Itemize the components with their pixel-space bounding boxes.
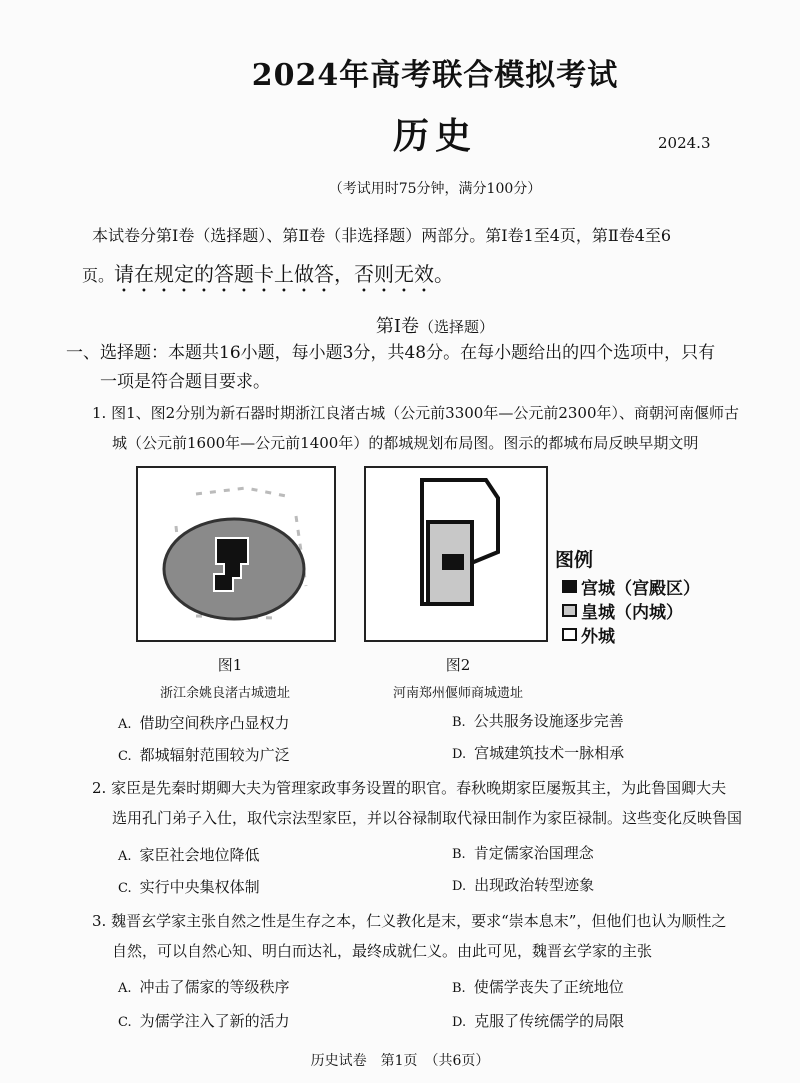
legend-item-inner <box>562 598 683 623</box>
figure-1-map <box>136 466 336 642</box>
option-label: B. <box>452 715 466 730</box>
legend-swatch-outer <box>562 628 577 641</box>
exam-date: 2024.3 <box>658 134 711 152</box>
section-title-note: （选择题） <box>419 318 495 336</box>
section-instruction-2: 一项是符合题目要求。 <box>100 372 270 392</box>
option-text: 家臣社会地位降低 <box>139 846 260 864</box>
q2-option-d[interactable] <box>452 874 594 895</box>
section-instruction-1: 一、选择题：本题共16小题，每小题3分，共48分。在每小题给出的四个选项中，只有 <box>66 343 716 363</box>
figure-2-location: 河南郑州偃师商城遗址 <box>392 686 523 701</box>
legend-swatch-palace <box>562 580 577 593</box>
figure-1-location: 浙江余姚良渚古城遗址 <box>159 686 290 701</box>
intro-line-2-prefix: 页。 <box>82 266 115 285</box>
intro-line-1: 本试卷分第Ⅰ卷（选择题）、第Ⅱ卷（非选择题）两部分。第Ⅰ卷1至4页，第Ⅱ卷4至6 <box>92 226 672 245</box>
q3-stem-line-2: 自然，可以自然心知、明白而达礼，最终成就仁义。由此可见，魏晋玄学家的主张 <box>112 942 653 960</box>
q3-option-c[interactable] <box>118 1010 290 1031</box>
option-label: D. <box>452 1015 467 1030</box>
q2-option-b[interactable] <box>452 842 594 863</box>
q2-stem-line-1: 2. 家臣是先秦时期卿大夫为管理家政事务设置的职官。春秋晚期家臣屡叛其主，为此鲁国卿大夫 <box>92 779 727 797</box>
intro-emphasis: 请在规定的答题卡上做答，否则无效。 <box>114 262 455 286</box>
option-label: C. <box>118 881 132 896</box>
option-text: 出现政治转型迹象 <box>474 876 595 894</box>
option-text: 借助空间秩序凸显权力 <box>139 714 290 732</box>
q3-option-a[interactable] <box>118 976 290 997</box>
legend-item-outer <box>562 622 615 647</box>
legend-swatch-inner <box>562 604 577 617</box>
q1-option-d[interactable] <box>452 742 624 763</box>
option-label: C. <box>118 749 132 764</box>
option-text: 实行中央集权体制 <box>139 878 260 896</box>
exam-timing: （考试用时75分钟，满分100分） <box>328 181 542 197</box>
q3-stem-line-1: 3. 魏晋玄学家主张自然之性是生存之本，仁义教化是末，要求“崇本息末”，但他们也认为顺性之 <box>92 912 727 930</box>
option-label: D. <box>452 879 467 894</box>
q3-option-b[interactable] <box>452 976 624 997</box>
figure-2-map <box>364 466 548 642</box>
section-title <box>0 312 800 338</box>
option-text: 为儒学注入了新的活力 <box>139 1012 290 1030</box>
option-text: 冲击了儒家的等级秩序 <box>139 978 290 996</box>
option-text: 都城辐射范围较为广泛 <box>139 746 290 764</box>
q1-option-c[interactable] <box>118 744 290 765</box>
q2-option-a[interactable] <box>118 844 260 865</box>
option-text: 肯定儒家治国理念 <box>473 844 594 862</box>
option-label: A. <box>118 981 132 996</box>
q3-option-d[interactable] <box>452 1010 624 1031</box>
section-title-main: 第Ⅰ卷 <box>375 316 420 337</box>
legend-label-palace: 宫城（宫殿区） <box>581 579 700 599</box>
figure-1-caption: 图1 <box>217 656 243 674</box>
figure-2-palace-city <box>442 554 464 570</box>
subject-title: 历史 <box>392 115 477 157</box>
legend-label-outer: 外城 <box>581 627 615 647</box>
option-text: 克服了传统儒学的局限 <box>474 1012 625 1030</box>
q2-stem-line-2: 选用孔门弟子入仕，取代宗法型家臣，并以谷禄制取代禄田制作为家臣禄制。这些变化反映鲁国 <box>112 809 743 827</box>
option-label: A. <box>118 849 132 864</box>
option-text: 公共服务设施逐步完善 <box>473 712 624 730</box>
intro-line-2 <box>82 262 454 297</box>
option-label: C. <box>118 1015 132 1030</box>
option-label: D. <box>452 747 467 762</box>
q2-option-c[interactable] <box>118 876 260 897</box>
legend-label-inner: 皇城（内城） <box>581 603 683 623</box>
option-label: A. <box>118 717 132 732</box>
legend-item-palace <box>562 574 700 599</box>
q1-option-b[interactable] <box>452 710 624 731</box>
q1-stem-line-1: 1. 图1、图2分别为新石器时期浙江良渚古城（公元前3300年—公元前2300年）、商朝河南偃师古 <box>92 404 740 422</box>
q1-stem-line-2: 城（公元前1600年—公元前1400年）的都城规划布局图。图示的都城布局反映早期文明 <box>112 434 699 452</box>
figure-2-caption: 图2 <box>445 656 471 674</box>
legend-title: 图例 <box>555 549 594 571</box>
page-footer: 历史试卷 第1页 （共6页） <box>310 1053 490 1069</box>
option-text: 宫城建筑技术一脉相承 <box>474 744 625 762</box>
option-text: 使儒学丧失了正统地位 <box>473 978 624 996</box>
q1-option-a[interactable] <box>118 712 290 733</box>
exam-title: 2024年高考联合模拟考试 <box>251 58 619 93</box>
option-label: B. <box>452 981 466 996</box>
option-label: B. <box>452 847 466 862</box>
